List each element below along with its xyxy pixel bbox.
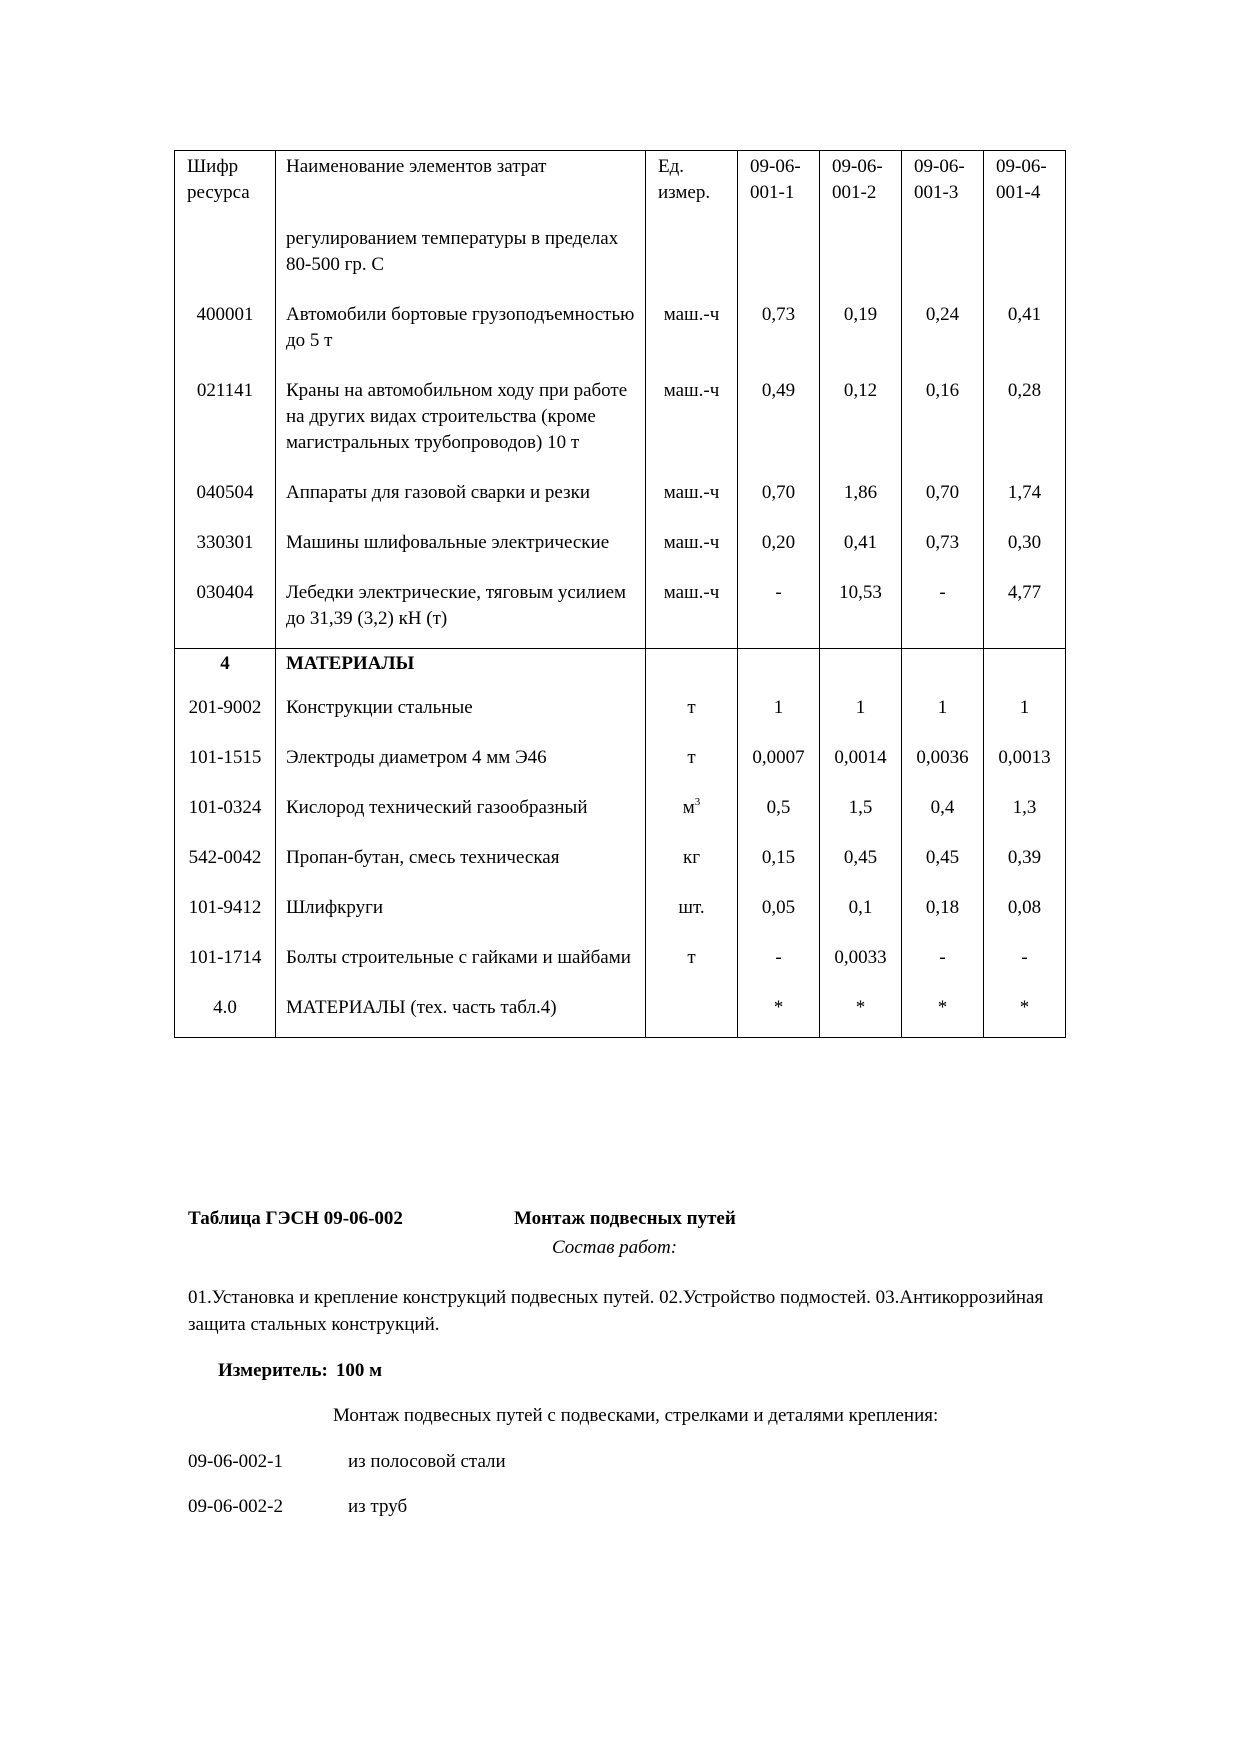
row-value: 1 <box>902 687 984 737</box>
row-name: Автомобили бортовые грузоподъемностью до 5 т <box>276 294 646 370</box>
variant-code: 09-06-002-2 <box>188 1496 283 1517</box>
row-code: 030404 <box>175 572 276 649</box>
row-code: 400001 <box>175 294 276 370</box>
row-value: * <box>902 987 984 1038</box>
row-value: 0,19 <box>820 294 902 370</box>
row-value: 0,41 <box>820 522 902 572</box>
row-value: 0,0036 <box>902 737 984 787</box>
row-code: 040504 <box>175 472 276 522</box>
row-code: 101-1714 <box>175 937 276 987</box>
variant-item <box>188 1496 407 1518</box>
row-value: 0,5 <box>738 787 820 837</box>
table-row <box>175 294 1066 370</box>
row-value: 0,39 <box>984 837 1066 887</box>
row-value: 0,08 <box>984 887 1066 937</box>
row-value: 1 <box>738 687 820 737</box>
header-col-4: 09-06-001-4 <box>984 151 1066 219</box>
row-code: 542-0042 <box>175 837 276 887</box>
row-name: Конструкции стальные <box>276 687 646 737</box>
row-code: 101-0324 <box>175 787 276 837</box>
row-unit: маш.-ч <box>646 572 738 649</box>
row-unit: т <box>646 737 738 787</box>
row-value: 0,30 <box>984 522 1066 572</box>
row-value: 0,45 <box>902 837 984 887</box>
row-value: 0,41 <box>984 294 1066 370</box>
row-code: 021141 <box>175 370 276 472</box>
row-value: 0,45 <box>820 837 902 887</box>
row-name: Аппараты для газовой сварки и резки <box>276 472 646 522</box>
row-value: * <box>738 987 820 1038</box>
unit-superscript: 3 <box>694 796 701 808</box>
row-value: 1 <box>984 687 1066 737</box>
row-value: 0,49 <box>738 370 820 472</box>
row-value: 0,73 <box>902 522 984 572</box>
row-value: 0,0013 <box>984 737 1066 787</box>
row-code <box>175 218 276 294</box>
row-code: 201-9002 <box>175 687 276 737</box>
row-value: 0,20 <box>738 522 820 572</box>
next-table-heading: Монтаж подвесных путей <box>514 1208 736 1229</box>
row-value: 0,73 <box>738 294 820 370</box>
row-value: 0,15 <box>738 837 820 887</box>
row-value: 1,74 <box>984 472 1066 522</box>
row-value: 1,86 <box>820 472 902 522</box>
row-value <box>902 218 984 294</box>
row-value: 0,0033 <box>820 937 902 987</box>
header-code: Шифр ресурса <box>175 151 276 219</box>
meter-value: 100 м <box>335 1360 383 1381</box>
row-value: - <box>902 937 984 987</box>
table-row <box>175 687 1066 737</box>
variant-item <box>188 1451 506 1473</box>
work-composition-caption: Состав работ: <box>552 1237 678 1258</box>
row-unit: маш.-ч <box>646 522 738 572</box>
section-code: 4 <box>175 649 276 688</box>
table-row <box>175 522 1066 572</box>
row-value: 0,70 <box>738 472 820 522</box>
row-unit: т <box>646 687 738 737</box>
row-value: - <box>984 937 1066 987</box>
row-value: * <box>984 987 1066 1038</box>
row-value: 0,18 <box>902 887 984 937</box>
row-value <box>820 218 902 294</box>
row-unit <box>646 787 738 837</box>
table-header-row <box>175 151 1066 219</box>
row-value: 0,05 <box>738 887 820 937</box>
variant-code: 09-06-002-1 <box>188 1451 283 1472</box>
row-value <box>984 218 1066 294</box>
meter-line <box>218 1360 382 1382</box>
row-code: 330301 <box>175 522 276 572</box>
section-title: МАТЕРИАЛЫ <box>276 649 646 688</box>
row-name: Шлифкруги <box>276 887 646 937</box>
materials-section-row <box>175 649 1066 688</box>
table-row <box>175 887 1066 937</box>
variants-subheading: Монтаж подвесных путей с подвесками, стрелками и деталями крепления: <box>333 1405 939 1426</box>
table-row <box>175 472 1066 522</box>
resource-table <box>174 150 1066 1038</box>
row-unit: кг <box>646 837 738 887</box>
row-value: 0,16 <box>902 370 984 472</box>
row-unit <box>646 218 738 294</box>
row-value: 10,53 <box>820 572 902 649</box>
row-unit <box>646 987 738 1038</box>
unit-base: м <box>682 797 695 818</box>
row-name: Болты строительные с гайками и шайбами <box>276 937 646 987</box>
row-name: Электроды диаметром 4 мм Э46 <box>276 737 646 787</box>
header-col-3: 09-06-001-3 <box>902 151 984 219</box>
table-row <box>175 937 1066 987</box>
table-row-continuation <box>175 218 1066 294</box>
table-row <box>175 787 1066 837</box>
row-value: 1,3 <box>984 787 1066 837</box>
row-value: - <box>902 572 984 649</box>
header-name: Наименование элементов затрат <box>276 151 646 219</box>
row-value: 0,12 <box>820 370 902 472</box>
row-value <box>738 218 820 294</box>
row-value: 4,77 <box>984 572 1066 649</box>
variant-text: из труб <box>348 1496 408 1517</box>
header-col-1: 09-06-001-1 <box>738 151 820 219</box>
row-code: 101-1515 <box>175 737 276 787</box>
variant-text: из полосовой стали <box>348 1451 506 1472</box>
row-unit: т <box>646 937 738 987</box>
row-value: 0,0014 <box>820 737 902 787</box>
row-name: Краны на автомобильном ходу при работе на других видах строительства (кроме магистральных трубопроводов) 10 т <box>276 370 646 472</box>
header-unit: Ед. измер. <box>646 151 738 219</box>
table-row <box>175 370 1066 472</box>
row-unit: маш.-ч <box>646 472 738 522</box>
row-name: МАТЕРИАЛЫ (тех. часть табл.4) <box>276 987 646 1038</box>
row-name: Лебедки электрические, тяговым усилием до 31,39 (3,2) кН (т) <box>276 572 646 649</box>
table-row <box>175 837 1066 887</box>
row-name: Пропан-бутан, смесь техническая <box>276 837 646 887</box>
row-value: - <box>738 937 820 987</box>
row-unit: маш.-ч <box>646 294 738 370</box>
row-value: * <box>820 987 902 1038</box>
row-value: 0,4 <box>902 787 984 837</box>
row-unit: маш.-ч <box>646 370 738 472</box>
row-value: 0,0007 <box>738 737 820 787</box>
row-unit: шт. <box>646 887 738 937</box>
row-value: 0,28 <box>984 370 1066 472</box>
row-value: 0,1 <box>820 887 902 937</box>
row-value: - <box>738 572 820 649</box>
work-composition-text: 01.Установка и крепление конструкций подвесных путей. 02.Устройство подмостей. 03.Антикоррозийная защита стальных конструкций. <box>188 1287 1044 1335</box>
row-value: 0,24 <box>902 294 984 370</box>
row-name: Машины шлифовальные электрические <box>276 522 646 572</box>
meter-label: Измеритель: <box>218 1360 328 1381</box>
row-value: 1,5 <box>820 787 902 837</box>
row-name: Кислород технический газообразный <box>276 787 646 837</box>
row-name: регулированием температуры в пределах 80-500 гр. С <box>276 218 646 294</box>
table-row <box>175 987 1066 1038</box>
row-code: 4.0 <box>175 987 276 1038</box>
row-code: 101-9412 <box>175 887 276 937</box>
table-row <box>175 572 1066 649</box>
header-col-2: 09-06-001-2 <box>820 151 902 219</box>
table-row <box>175 737 1066 787</box>
row-value: 1 <box>820 687 902 737</box>
row-value: 0,70 <box>902 472 984 522</box>
next-table-title: Таблица ГЭСН 09-06-002 <box>188 1208 403 1229</box>
